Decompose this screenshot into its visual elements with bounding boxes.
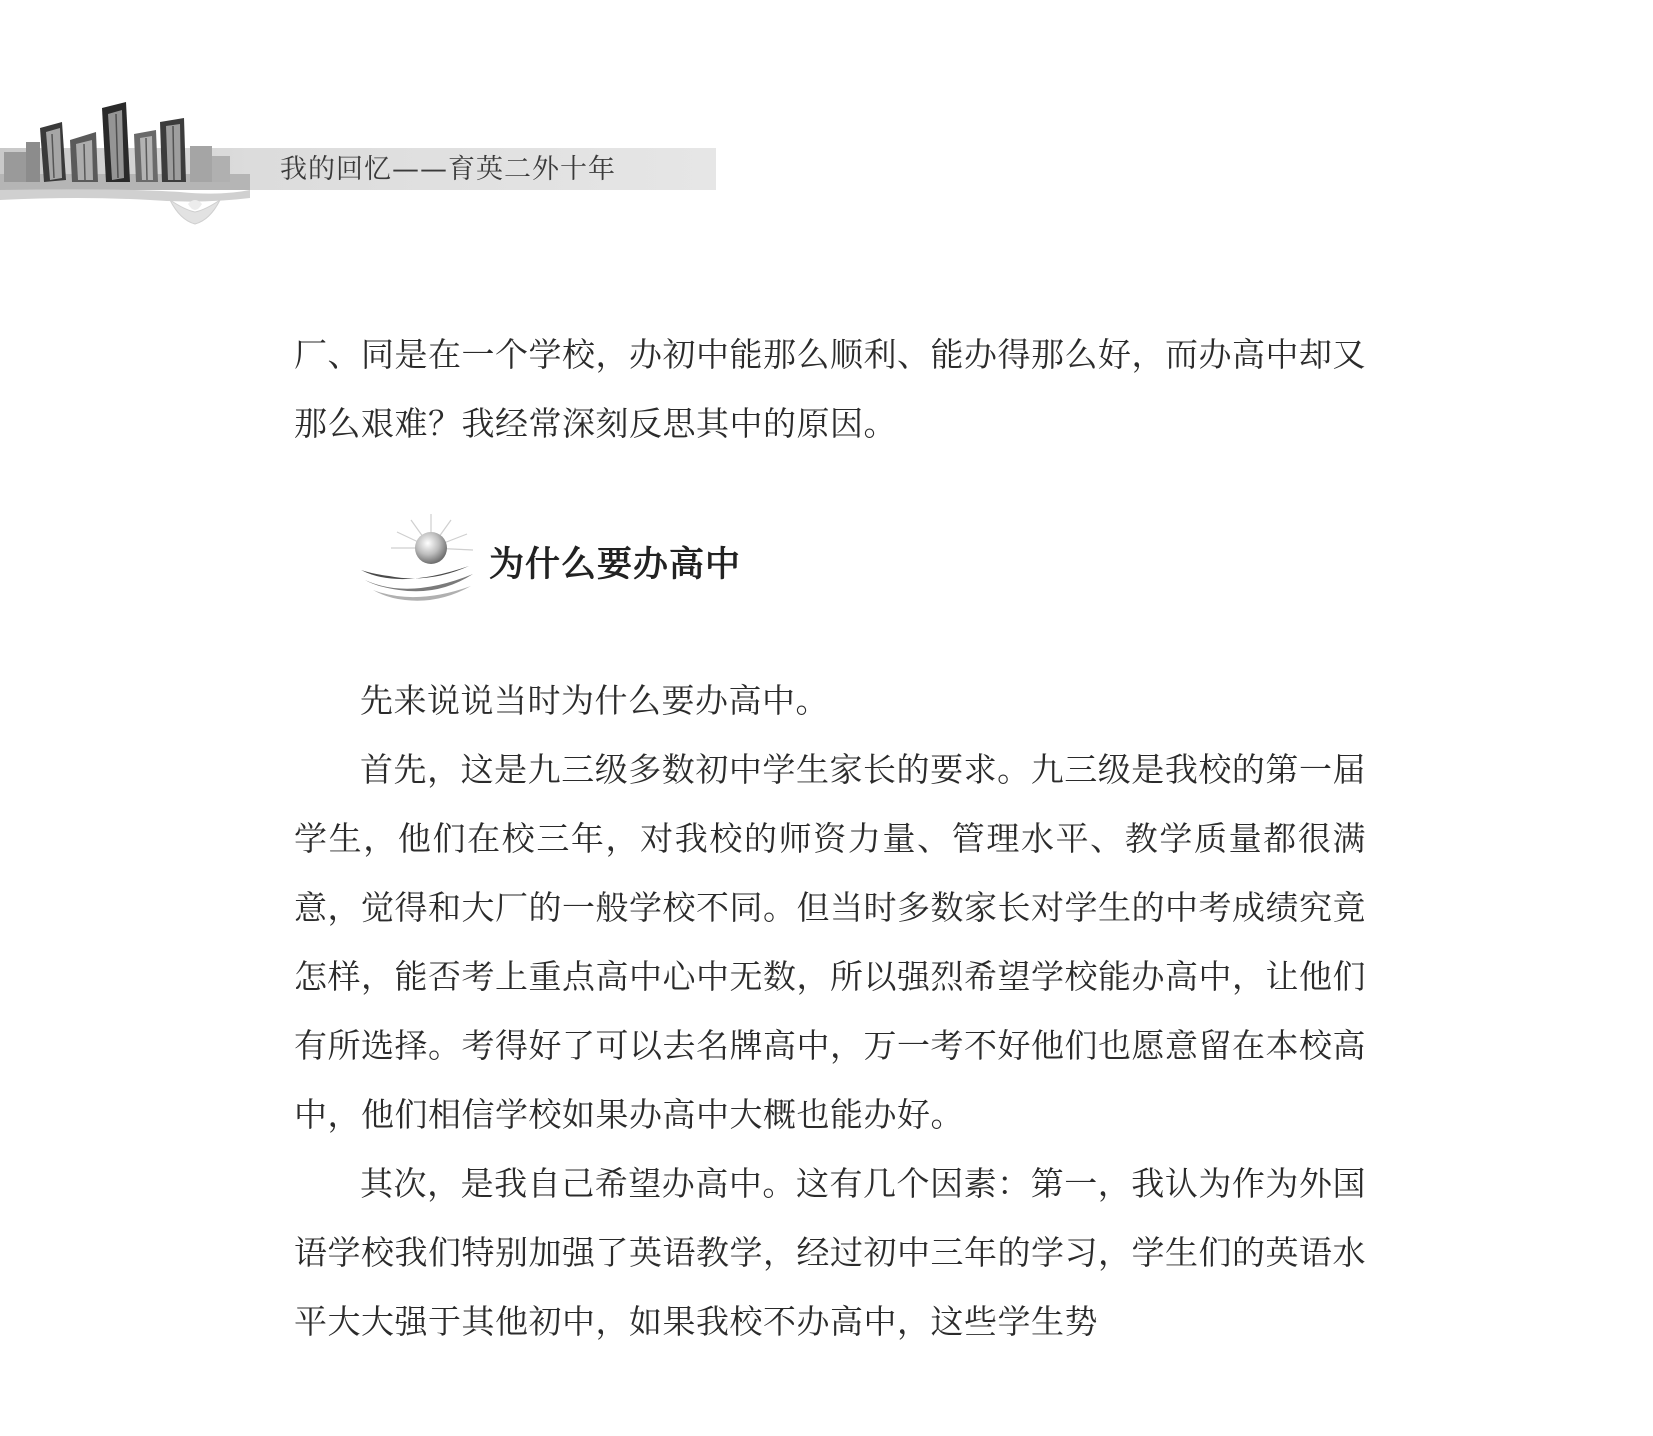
paragraph: 首先，这是九三级多数初中学生家长的要求。九三级是我校的第一届学生，他们在校三年，对我校的师资力量、管理水平、教学质量都很满意，觉得和大厂的一般学校不同。但当时多数家长对学生的中考成绩究竟怎样，能否考上重点高中心中无数，所以强烈希望学校能办高中，让他们有所选择。考得好了可以去名牌高中，万一考不好他们也愿意留在本校高中，他们相信学校如果办高中大概也能办好。 (294, 750, 1366, 1134)
section-title: 为什么要办高中 (489, 544, 742, 585)
paragraph: 先来说说当时为什么要办高中。 (360, 681, 829, 720)
paragraph: 其次，是我自己希望办高中。这有几个因素：第一，我认为作为外国语学校我们特别加强了英语教学，经过初中三年的学习，学生们的英语水平大大强于其他初中，如果我校不办高中，这些学生势 (294, 1164, 1366, 1341)
city-skyline-icon (0, 100, 260, 230)
paragraph-continued: 厂、同是在一个学校，办初中能那么顺利、能办得那么好，而办高中却又那么艰难？我经常深刻反思其中的原因。 (294, 335, 1366, 443)
page-content (294, 320, 1366, 1356)
running-header (0, 100, 720, 230)
section-heading (294, 488, 1366, 658)
rising-sun-icon (359, 508, 479, 608)
running-header-title: 我的回忆——育英二外十年 (280, 154, 616, 185)
